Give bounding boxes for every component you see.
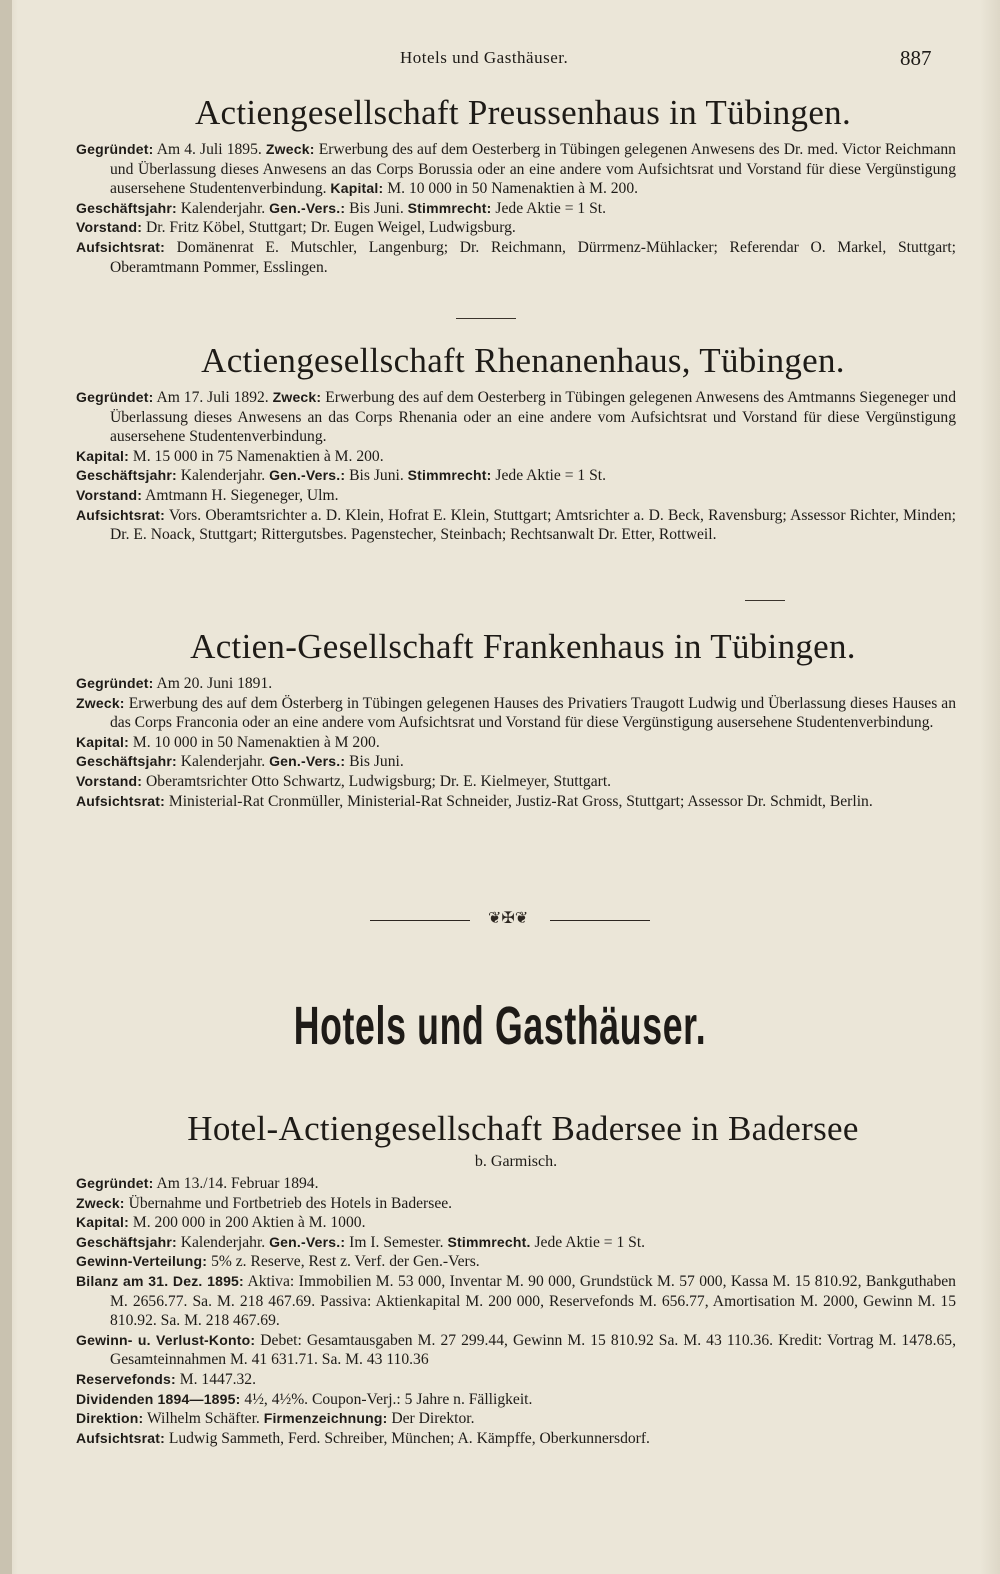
entry-value: Erwerbung des auf dem Oesterberg in Tübingen gelegenen Anwesens des Amtmanns Siegeneger und Überlassung dieses Anwesens an das Corps Rhenania oder an eine andere vom Aufsichtsrat und Vorstand für diese Vergünstigung ausersehene Studentenverbindung. (110, 389, 956, 446)
entry-value: Kalenderjahr. (180, 753, 266, 771)
entry-label: Gen.-Vers.: (269, 753, 346, 770)
entry-fiscal-year (76, 1233, 956, 1253)
entry-board (76, 486, 956, 506)
entry-purpose (76, 1194, 956, 1214)
entry-label: Stimmrecht: (407, 467, 492, 484)
entry-value: Am 20. Juni 1891. (156, 675, 273, 692)
entry-value: Übernahme und Fortbetrieb des Hotels in Badersee. (128, 1194, 453, 1212)
page-gutter (0, 0, 12, 1574)
entry-value: Bis Juni. (349, 753, 404, 771)
entry-label: Gen.-Vers.: (269, 467, 346, 484)
entry-value: Bis Juni. (349, 199, 404, 217)
company-title: Actiengesellschaft Preussenhaus in Tübingen. (194, 93, 852, 132)
entry-label: Gen.-Vers.: (269, 1233, 346, 1250)
entry-label: Zweck: (76, 1194, 125, 1211)
entry-label: Gegründet: (76, 675, 154, 691)
entry-value: Oberamtsrichter Otto Schwartz, Ludwigsburg; Dr. E. Kielmeyer, Stuttgart. (146, 772, 612, 790)
company-rhenanenhaus (76, 340, 956, 545)
entry-label: Vorstand: (76, 486, 143, 503)
entry-founded (76, 1174, 956, 1194)
entry-value: M. 10 000 in 50 Namenaktien à M 200. (132, 733, 380, 751)
entry-label: Kapital: (76, 447, 129, 464)
entry-board (76, 218, 956, 238)
separator-rule (456, 318, 516, 319)
ornament-icon: ❦✠❦ (488, 908, 529, 927)
entry-label: Aufsichtsrat: (76, 792, 165, 809)
entry-value: M. 200 000 in 200 Aktien à M. 1000. (132, 1214, 366, 1232)
entry-label: Geschäftsjahr: (76, 199, 177, 216)
entry-label: Dividenden 1894—1895: (76, 1390, 241, 1407)
entry-value: M. 1447.32. (179, 1370, 257, 1388)
entry-label: Geschäftsjahr: (76, 467, 177, 484)
company-title: Actien-Gesellschaft Frankenhaus in Tübingen. (190, 627, 856, 666)
entry-reserve-fund (76, 1370, 956, 1390)
entry-value: Debet: Gesamtausgaben M. 27 299.44, Gewinn M. 15 810.92 Sa. M. 43 110.36. Kredit: Vortrag M. 1478.65, Gesamteinnahmen M. 41 631.71. Sa. M. 43 110.36 (110, 1331, 956, 1369)
entry-value: Im I. Semester. (349, 1233, 444, 1251)
entry-fiscal-year (76, 199, 956, 219)
entry-value: Am 17. Juli 1892. (156, 389, 269, 406)
entry-capital (76, 1213, 956, 1233)
entry-label: Vorstand: (76, 772, 143, 789)
ornament-line (370, 920, 470, 921)
entry-value: Erwerbung des auf dem Oesterberg in Tübingen gelegenen Anwesens des Dr. med. Victor Reichmann und Überlassung dieses Anwesens an das Corps Borussia oder an eine andere vom Aufsichtsrat und Vorstand für diese Vergünstigung ausersehene Studentenverbindung. (110, 141, 956, 198)
entry-label: Zweck: (265, 141, 315, 157)
company-title: Hotel-Actiengesellschaft Badersee in Badersee (187, 1109, 859, 1148)
entry-value: Jede Aktie = 1 St. (534, 1233, 646, 1251)
entry-supervisory-board (76, 1429, 956, 1449)
entry-label: Kapital: (76, 733, 129, 750)
entry-value: 4½, 4½%. Coupon-Verj.: 5 Jahre n. Fälligkeit. (244, 1390, 533, 1408)
company-title: Actiengesellschaft Rhenanenhaus, Tübingen. (201, 341, 845, 380)
entry-value: M. 10 000 in 50 Namenaktien à M. 200. (387, 180, 639, 198)
running-head (0, 48, 1000, 76)
ornament-divider (370, 908, 650, 928)
company-frankenhaus (76, 626, 956, 811)
entry-value: Am 4. Juli 1895. (156, 141, 262, 158)
entry-label: Zweck: (76, 694, 125, 711)
entry-board (76, 772, 956, 792)
section-heading: Hotels und Gasthäuser. (293, 996, 707, 1056)
entry-value: M. 15 000 in 75 Namenaktien à M. 200. (132, 447, 384, 465)
entry-value: Am 13./14. Februar 1894. (156, 1175, 319, 1192)
entry-dividends (76, 1390, 956, 1410)
entry-label: Vorstand: (76, 219, 143, 236)
entry-label: Reservefonds: (76, 1370, 176, 1387)
entry-label: Stimmrecht: (407, 199, 492, 216)
entry-profit-distribution (76, 1252, 956, 1272)
entry-value: Domänenrat E. Mutschler, Langenburg; Dr. Reichmann, Dürrmenz-Mühlacker; Referendar O. Markel, Stuttgart; Oberamtmann Pommer, Esslingen. (110, 238, 957, 276)
page-number: 887 (900, 46, 932, 70)
entry-label: Gewinn-Verteilung: (76, 1253, 208, 1270)
entry-value: Kalenderjahr. (180, 467, 266, 485)
entry-capital (76, 733, 956, 753)
entry-supervisory-board (76, 792, 956, 812)
entry-value: Jede Aktie = 1 St. (495, 199, 607, 217)
entry-label: Geschäftsjahr: (76, 753, 177, 770)
entry-management (76, 1409, 956, 1429)
entry-value: Vors. Oberamtsrichter a. D. Klein, Hofrat E. Klein, Stuttgart; Amtsrichter a. D. Beck, Ravensburg; Assessor Richter, Minden; Dr. E. Noack, Stuttgart; Rittergutsbes. Pagenstecher, Steinbach; Rechtsanwalt Dr. Etter, Rottweil. (110, 506, 956, 544)
entry-value: Der Direktor. (391, 1410, 475, 1428)
entry-value: Dr. Fritz Köbel, Stuttgart; Dr. Eugen Weigel, Ludwigsburg. (146, 219, 516, 237)
entry-value: Kalenderjahr. (180, 1233, 266, 1251)
running-title: Hotels und Gasthäuser. (400, 48, 569, 67)
entry-label: Aufsichtsrat: (76, 238, 165, 255)
entry-capital (76, 447, 956, 467)
company-subtitle: b. Garmisch. (474, 1153, 558, 1170)
entry-value: Ministerial-Rat Cronmüller, Ministerial-Rat Schneider, Justiz-Rat Gross, Stuttgart; Assessor Dr. Schmidt, Berlin. (168, 792, 873, 810)
ornament-line (550, 920, 650, 921)
entry-label: Bilanz am 31. Dez. 1895: (76, 1272, 244, 1289)
entry-label: Stimmrecht. (447, 1233, 531, 1250)
entry-label: Aufsichtsrat: (76, 1429, 165, 1446)
entry-founded-purpose (76, 388, 956, 447)
company-preussenhaus (76, 92, 956, 277)
entry-label: Gegründet: (76, 1175, 154, 1191)
entry-value: Kalenderjahr. (180, 199, 266, 217)
entry-value: Aktiva: Immobilien M. 53 000, Inventar M. 90 000, Grundstück M. 57 000, Kassa M. 15 810.92, Bankguthaben M. 2656.77. Sa. M. 218 467.69. Passiva: Aktienkapital M. 200 000, Reservefonds M. 656.77, Amortisation M. 2000, Gewinn M. 15 810.92. Sa. M. 218 467.69. (110, 1272, 956, 1330)
entry-label: Gewinn- u. Verlust-Konto: (76, 1331, 256, 1348)
entry-label: Aufsichtsrat: (76, 506, 165, 523)
entry-value: Bis Juni. (349, 467, 404, 485)
entry-value: 5% z. Reserve, Rest z. Verf. der Gen.-Vers. (211, 1253, 480, 1271)
entry-balance-sheet (76, 1272, 956, 1331)
entry-founded (76, 674, 956, 694)
entry-label: Geschäftsjahr: (76, 1233, 177, 1250)
entry-value: Jede Aktie = 1 St. (495, 467, 607, 485)
entry-label: Direktion: (76, 1410, 144, 1427)
entry-purpose (76, 694, 956, 733)
entry-label: Kapital: (76, 1214, 129, 1231)
entry-fiscal-year (76, 752, 956, 772)
entry-label: Gen.-Vers.: (269, 199, 346, 216)
entry-value: Wilhelm Schäfter. (146, 1410, 260, 1428)
entry-founded-purpose (76, 140, 956, 199)
entry-value: Amtmann H. Siegeneger, Ulm. (145, 486, 339, 504)
entry-label: Gegründet: (76, 141, 154, 157)
entry-label: Kapital: (330, 180, 384, 197)
entry-label: Gegründet: (76, 389, 154, 405)
entry-supervisory-board (76, 506, 956, 545)
company-badersee (76, 1108, 956, 1448)
entry-fiscal-year (76, 466, 956, 486)
entry-profit-loss (76, 1331, 956, 1370)
entry-value: Erwerbung des auf dem Österberg in Tübingen gelegenen Hauses des Privatiers Traugott Ludwig und Überlassung dieses Hauses an das Corps Franconia oder an eine andere vom Aufsichtsrat und Vorstand für diese Vergünstigung ausersehene Studentenverbindung. (110, 694, 956, 732)
separator-rule (745, 600, 785, 601)
entry-label: Zweck: (272, 389, 322, 405)
entry-supervisory-board (76, 238, 956, 277)
entry-label: Firmenzeichnung: (263, 1410, 388, 1427)
entry-value: Ludwig Sammeth, Ferd. Schreiber, München; A. Kämpffe, Oberkunnersdorf. (168, 1429, 650, 1447)
